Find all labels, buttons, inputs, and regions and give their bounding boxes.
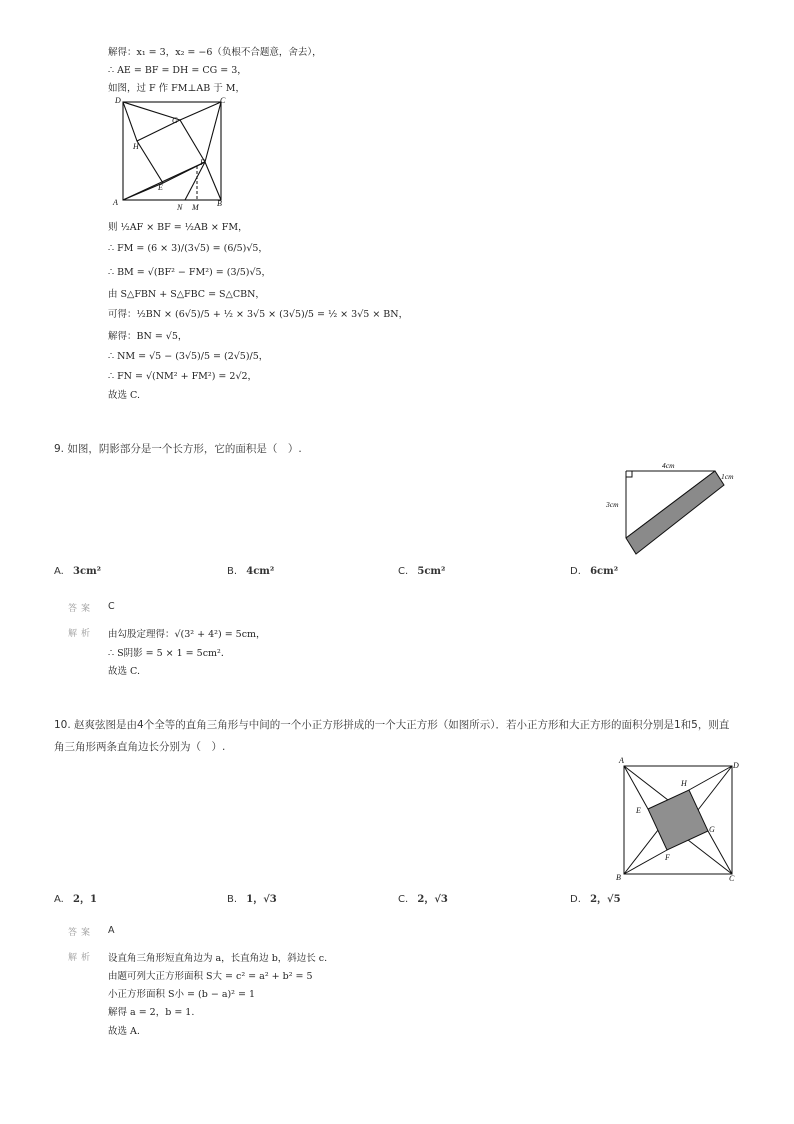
q9-label-3cm: 3cm [606, 500, 619, 509]
q10-option-A-letter: A. [54, 894, 64, 905]
q10-analysis-line-4: 解得 a = 2，b = 1. [108, 1007, 195, 1018]
q9-answer-label: 答案 [68, 604, 95, 614]
q8-solution-line-4: 则 ½AF × BF = ½AB × FM， [108, 222, 248, 233]
q10-option-B-letter: B. [227, 894, 238, 905]
q9-label-1cm: 1cm [721, 472, 734, 481]
q9-option-C-value: 5cm² [417, 566, 446, 577]
q9-option-C[interactable] [398, 566, 445, 577]
q10-small-square [648, 790, 708, 850]
q8-solution-line-12: 故选 C. [108, 390, 140, 401]
q10-answer: A [108, 925, 115, 936]
q10-label-F: F [665, 853, 670, 862]
q10-label-H: H [681, 779, 687, 788]
q9-right-angle-mark [626, 471, 632, 477]
q8-solution-line-7: 由 S△FBN + S△FBC = S△CBN， [108, 289, 265, 300]
q10-option-C-letter: C. [398, 894, 409, 905]
q10-label-C: C [729, 874, 735, 883]
q10-analysis-label: 解析 [68, 953, 95, 963]
q8-solution-line-10: ∴ NM = √5 − (3√5)/5 = (2√5)/5， [108, 351, 269, 362]
q10-analysis-line-5: 故选 A. [108, 1026, 140, 1037]
q10-question-line-2: 角三角形两条直角边长分别为（ ）. [54, 741, 226, 753]
q9-option-C-letter: C. [398, 566, 409, 577]
q8-solution-line-3: 如图，过 F 作 FM⊥AB 于 M， [108, 83, 246, 94]
q8-solution-line-8: 可得：½BN × (6√5)/5 + ½ × 3√5 × (3√5)/5 = ½ × 3√5 × BN， [108, 309, 409, 320]
q10-analysis-line-3: 小正方形面积 S小 = (b − a)² = 1 [108, 989, 256, 1000]
q10-figure [610, 754, 745, 884]
q10-label-B: B [616, 873, 621, 882]
q10-label-G: G [709, 825, 715, 834]
q10-option-D[interactable] [570, 890, 621, 905]
q8-label-E: E [158, 183, 163, 192]
q9-option-A[interactable] [54, 566, 101, 577]
q10-option-A[interactable] [54, 890, 97, 905]
q9-option-B-letter: B. [227, 566, 238, 577]
q8-solution-line-5: ∴ FM = (6 × 3)/(3√5) = (6/5)√5， [108, 243, 268, 254]
q8-label-G: G [172, 116, 178, 125]
q9-option-B[interactable] [227, 566, 274, 577]
q10-label-D: D [733, 761, 739, 770]
q8-solution-line-11: ∴ FN = √(NM² + FM²) = 2√2， [108, 371, 258, 382]
q10-option-D-value: 2，√5 [590, 894, 621, 905]
q10-analysis-line-2: 由题可列大正方形面积 S大 = c² = a² + b² = 5 [108, 971, 313, 982]
q9-option-D[interactable] [570, 566, 618, 577]
q10-option-B-value: 1，√3 [246, 894, 277, 905]
q10-option-A-value: 2，1 [73, 894, 97, 905]
q10-answer-label: 答案 [68, 928, 95, 938]
q9-analysis-label: 解析 [68, 629, 95, 639]
q10-option-D-letter: D. [570, 894, 581, 905]
q8-label-C: C [220, 96, 226, 105]
q8-figure [108, 94, 228, 214]
q10-label-E: E [636, 806, 641, 815]
q9-analysis-line-2: ∴ S阴影 = 5 × 1 = 5cm²． [108, 648, 231, 659]
q9-label-4cm: 4cm [662, 461, 675, 470]
q9-figure [600, 458, 745, 558]
q10-option-C[interactable] [398, 890, 448, 905]
q8-label-A: A [113, 198, 118, 207]
q8-solution-line-2: ∴ AE = BF = DH = CG = 3， [108, 65, 247, 76]
q9-option-B-value: 4cm² [246, 566, 275, 577]
q8-label-F: F [200, 158, 205, 167]
q9-analysis-line-1: 由勾股定理得：√(3² + 4²) = 5cm， [108, 629, 266, 640]
q10-option-B[interactable] [227, 890, 277, 905]
q9-shaded-rectangle [626, 471, 724, 554]
q9-question: 9. 如图，阴影部分是一个长方形，它的面积是（ ）. [54, 443, 302, 455]
q8-solution-line-6: ∴ BM = √(BF² − FM²) = (3/5)√5， [108, 267, 272, 278]
q8-solution-line-9: 解得：BN = √5， [108, 331, 188, 342]
q8-label-H: H [133, 142, 139, 151]
q8-label-N: N [177, 203, 183, 212]
q8-solution-line-1: 解得：x₁ = 3，x₂ = −6（负根不合题意，舍去）， [108, 47, 322, 58]
q9-option-A-value: 3cm² [73, 566, 102, 577]
q10-analysis-line-1: 设直角三角形短直角边为 a，长直角边 b，斜边长 c. [108, 953, 328, 964]
q10-question-line-1: 10. 赵爽弦图是由4个全等的直角三角形与中间的一个小正方形拼成的一个大正方形（如图所示）．若小正方形和大正方形的面积分别是1和5，则直 [54, 719, 730, 731]
q10-label-A: A [619, 756, 624, 765]
q8-inner-square [137, 120, 205, 183]
q8-label-D: D [115, 96, 121, 105]
q9-answer: C [108, 601, 115, 612]
q9-option-A-letter: A. [54, 566, 64, 577]
q8-label-M: M [192, 203, 199, 212]
q9-option-D-value: 6cm² [590, 566, 619, 577]
q9-analysis-line-3: 故选 C. [108, 666, 140, 677]
q8-label-B: B [217, 199, 222, 208]
q10-option-C-value: 2，√3 [417, 894, 448, 905]
q9-option-D-letter: D. [570, 566, 581, 577]
